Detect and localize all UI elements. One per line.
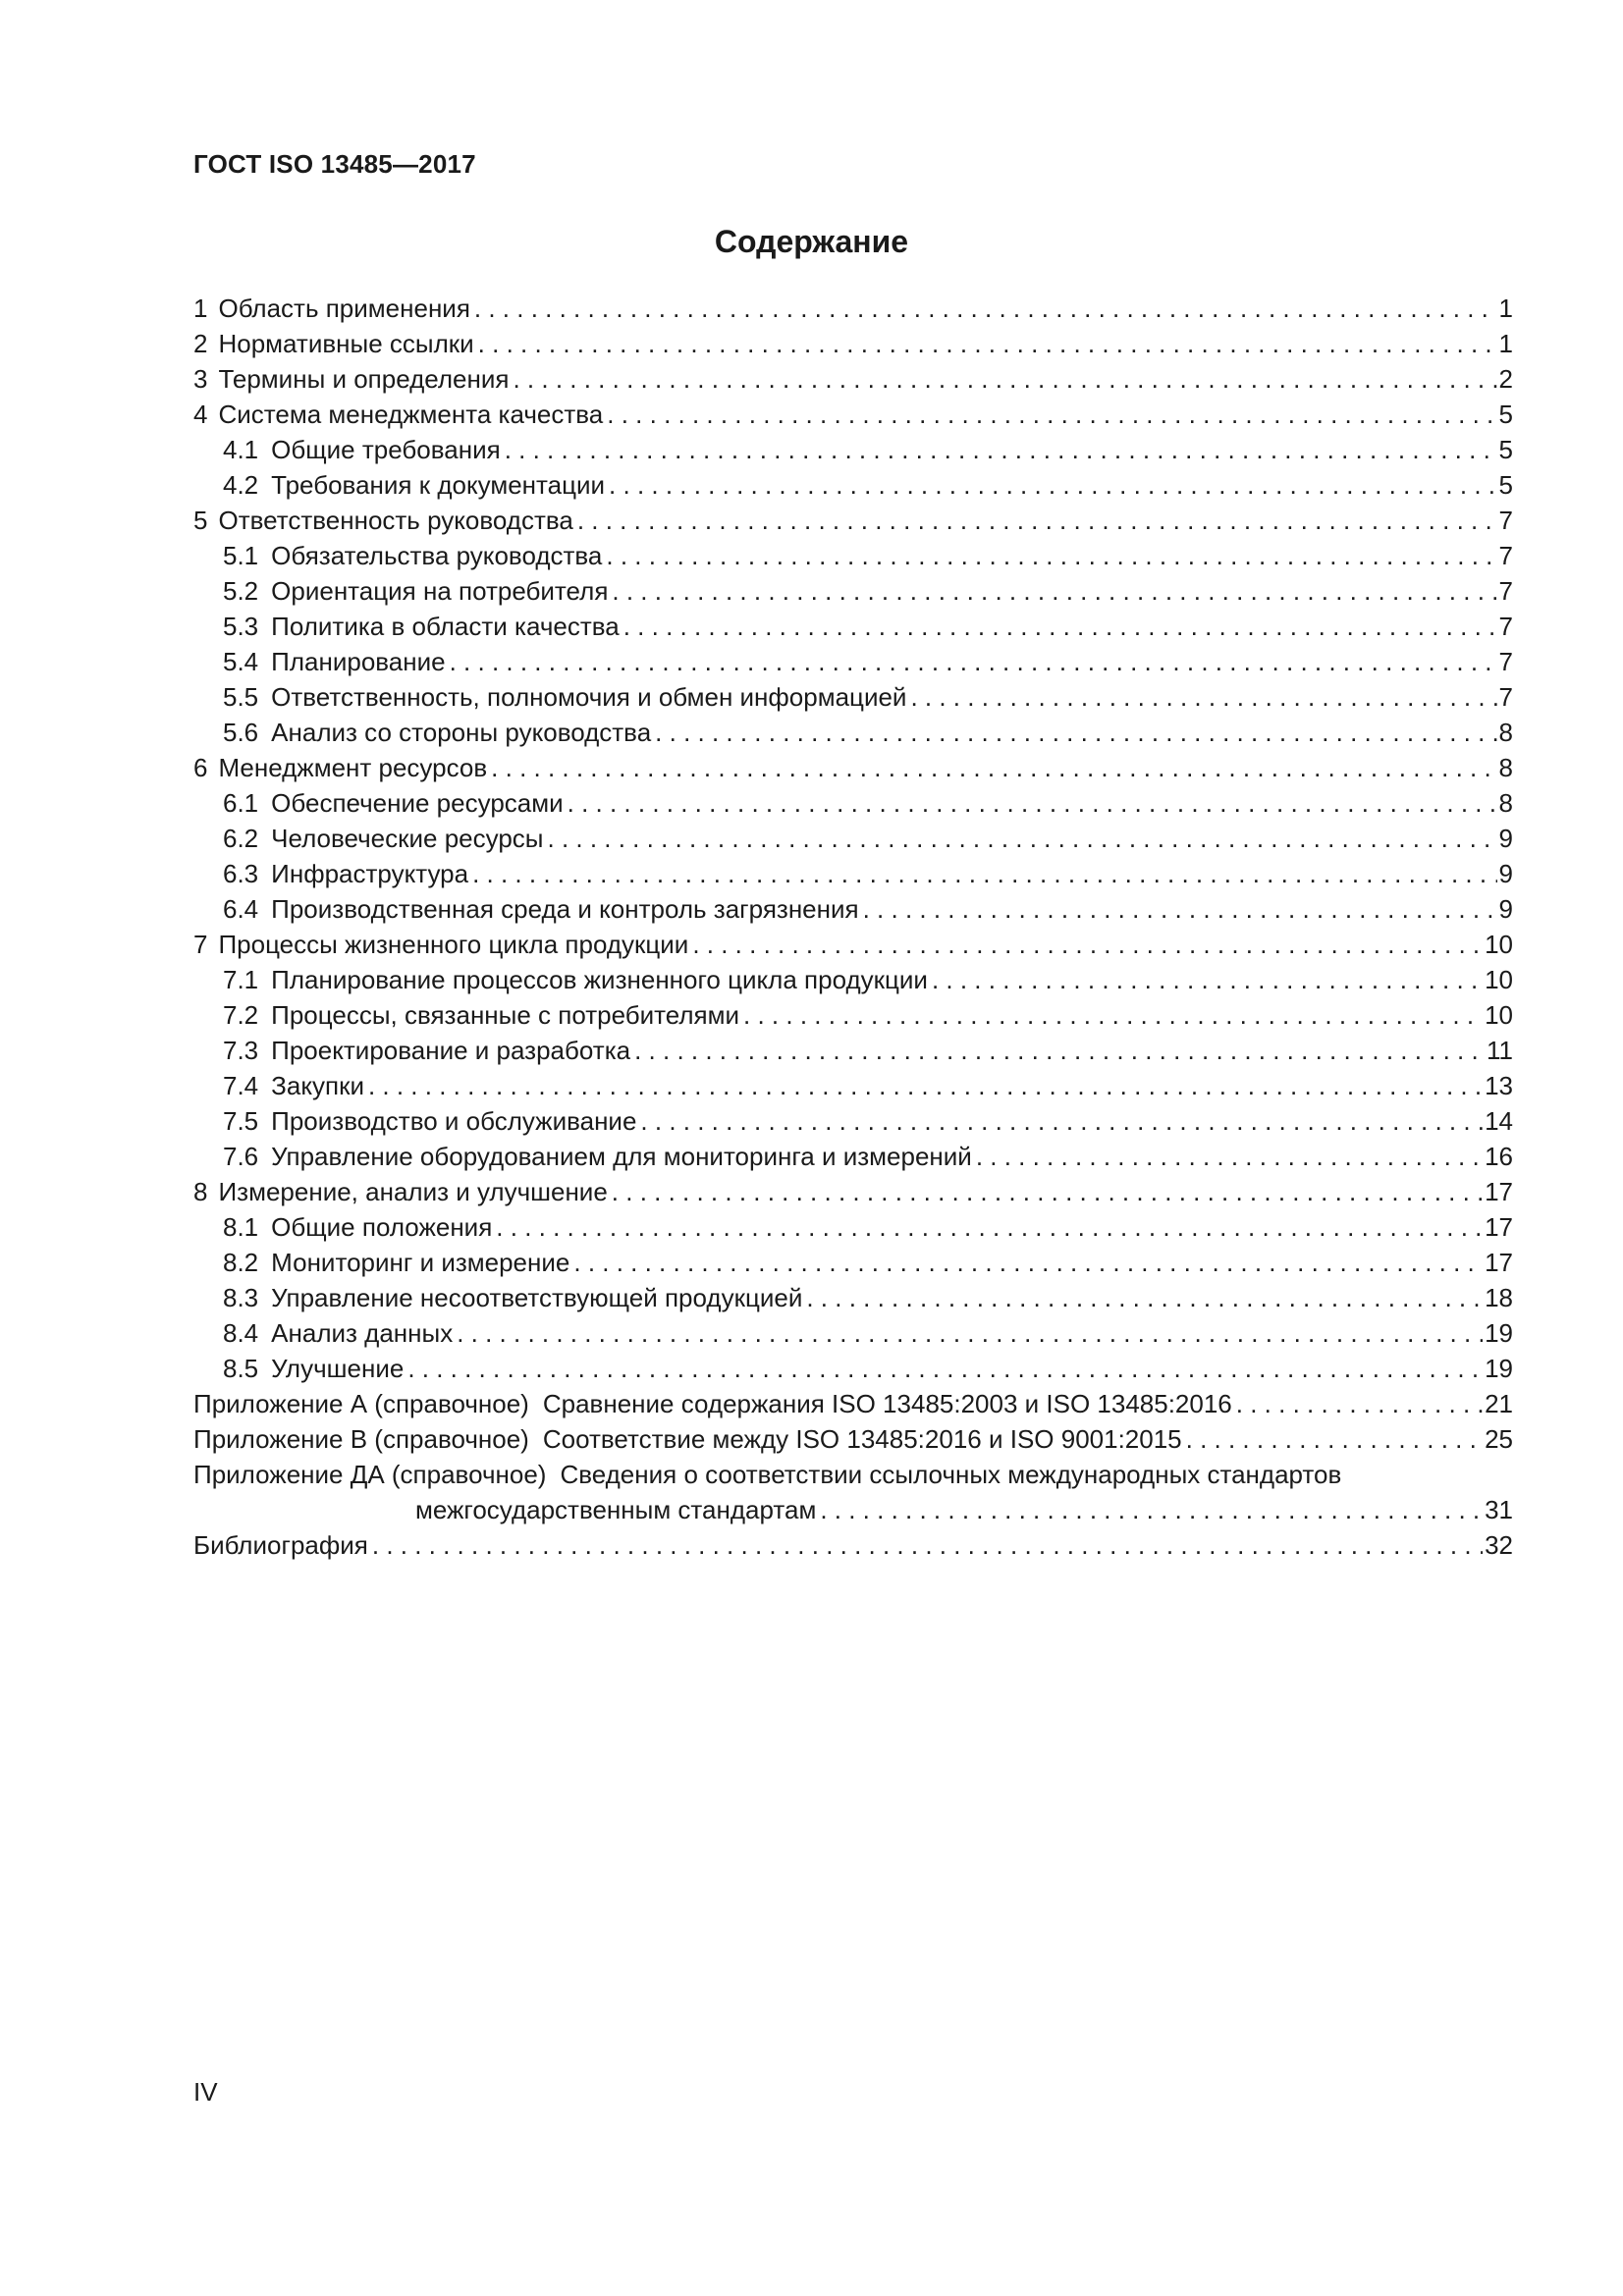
toc-entry-page: 11 xyxy=(1487,1036,1513,1065)
dot-leader xyxy=(640,1103,1483,1139)
annex-da-title-line1: Сведения о соответствии ссылочных международных стандартов xyxy=(560,1460,1342,1489)
dot-leader xyxy=(1186,1421,1483,1457)
toc-title: Содержание xyxy=(714,224,909,259)
toc-entry[interactable] xyxy=(193,997,1513,1033)
toc-entry-number: 4.2 xyxy=(223,470,259,500)
toc-entry-bibliography[interactable] xyxy=(193,1527,1513,1563)
toc-entry-number: 5.2 xyxy=(223,576,259,606)
toc-entry-page: 7 xyxy=(1498,612,1513,641)
toc-entry[interactable] xyxy=(193,962,1513,997)
toc-entry-page: 1 xyxy=(1498,329,1513,358)
dot-leader xyxy=(496,1209,1483,1245)
toc-entry-title: Проектирование и разработка xyxy=(271,1036,631,1065)
toc-entry[interactable] xyxy=(193,856,1513,891)
toc-entry-title: Улучшение xyxy=(271,1354,405,1383)
toc-entry[interactable] xyxy=(193,1068,1513,1103)
toc-entry-title: Мониторинг и измерение xyxy=(271,1248,570,1277)
dot-leader xyxy=(612,1174,1483,1209)
toc-entry-page: 13 xyxy=(1485,1071,1513,1100)
toc-entry[interactable] xyxy=(193,1103,1513,1139)
toc-entry-page: 17 xyxy=(1485,1248,1513,1277)
toc-entry[interactable] xyxy=(193,715,1513,750)
dot-leader xyxy=(1236,1386,1483,1421)
toc-entry-page: 1 xyxy=(1498,294,1513,323)
annex-label: Приложение А (справочное) xyxy=(193,1389,529,1418)
page-number: IV xyxy=(193,2077,218,2107)
dot-leader xyxy=(655,715,1496,750)
toc-entry-number: 7.6 xyxy=(223,1142,259,1171)
dot-leader xyxy=(743,997,1483,1033)
annex-title: Сравнение содержания ISO 13485:2003 и ISO 13485:2016 xyxy=(542,1389,1232,1418)
toc-entry-page: 5 xyxy=(1498,435,1513,464)
dot-leader xyxy=(612,573,1496,609)
document-code: ГОСТ ISO 13485—2017 xyxy=(193,149,476,179)
toc-entry-page: 9 xyxy=(1498,894,1513,924)
toc-entry-page: 18 xyxy=(1485,1283,1513,1312)
toc-entry-title: Процессы жизненного цикла продукции xyxy=(218,930,689,959)
toc-entry-number: 7 xyxy=(193,930,208,959)
dot-leader xyxy=(577,503,1497,538)
toc-entry-number: 8.2 xyxy=(223,1248,259,1277)
toc-entry-page: 17 xyxy=(1485,1212,1513,1242)
toc-entry[interactable] xyxy=(193,467,1513,503)
toc-entry-title: Обеспечение ресурсами xyxy=(271,788,564,818)
toc-entry-title: Процессы, связанные с потребителями xyxy=(271,1000,740,1030)
dot-leader xyxy=(863,891,1497,927)
toc-entry-title: Закупки xyxy=(271,1071,364,1100)
toc-entry-number: 5.5 xyxy=(223,682,259,712)
toc-entry[interactable] xyxy=(193,679,1513,715)
toc-entry[interactable] xyxy=(193,1139,1513,1174)
toc-entry-number: 7.3 xyxy=(223,1036,259,1065)
toc-entry-page: 8 xyxy=(1498,753,1513,782)
toc-entry-title: Политика в области качества xyxy=(271,612,620,641)
toc-entry-title: Управление оборудованием для мониторинга и измерений xyxy=(271,1142,972,1171)
toc-entry[interactable] xyxy=(193,1245,1513,1280)
toc-entry-number: 8.1 xyxy=(223,1212,259,1242)
dot-leader xyxy=(568,785,1497,821)
toc-entry-number: 6.3 xyxy=(223,859,259,888)
toc-entry[interactable] xyxy=(193,1033,1513,1068)
dot-leader xyxy=(472,856,1496,891)
toc-entry-page: 17 xyxy=(1485,1177,1513,1206)
toc-entry-number: 5 xyxy=(193,506,208,535)
annex-entries xyxy=(193,1386,1513,1457)
toc-entry-page: 19 xyxy=(1485,1354,1513,1383)
toc-entry-page: 7 xyxy=(1498,576,1513,606)
dot-leader xyxy=(692,927,1483,962)
annex-page: 21 xyxy=(1485,1389,1513,1418)
toc-entry[interactable] xyxy=(193,397,1513,432)
toc-entry[interactable] xyxy=(193,927,1513,962)
dot-leader xyxy=(491,750,1496,785)
toc-entry-number: 4 xyxy=(193,400,208,429)
toc-entry-title: Управление несоответствующей продукцией xyxy=(271,1283,803,1312)
bibliography-page: 32 xyxy=(1485,1530,1513,1560)
toc-entry-page: 7 xyxy=(1498,682,1513,712)
dot-leader xyxy=(976,1139,1483,1174)
toc-entry-page: 5 xyxy=(1498,400,1513,429)
dot-leader xyxy=(607,397,1496,432)
toc-entry-title: Ответственность, полномочия и обмен информацией xyxy=(271,682,907,712)
toc-entry-title: Анализ со стороны руководства xyxy=(271,718,652,747)
dot-leader xyxy=(368,1068,1483,1103)
toc-entry-page: 7 xyxy=(1498,506,1513,535)
annex-da-label: Приложение ДА (справочное) xyxy=(193,1460,547,1489)
toc-entry[interactable] xyxy=(193,821,1513,856)
toc-entry-page: 19 xyxy=(1485,1318,1513,1348)
dot-leader xyxy=(820,1492,1483,1527)
toc-entry-number: 8.5 xyxy=(223,1354,259,1383)
dot-leader xyxy=(806,1280,1483,1315)
toc-entry-number: 6.2 xyxy=(223,824,259,853)
toc-entry[interactable] xyxy=(193,1280,1513,1315)
toc-entry-title: Инфраструктура xyxy=(271,859,469,888)
toc-entry-annex[interactable] xyxy=(193,1386,1513,1421)
toc-entry-annex-da[interactable] xyxy=(193,1457,1513,1527)
toc-entry[interactable] xyxy=(193,573,1513,609)
toc-entry-title: Нормативные ссылки xyxy=(218,329,474,358)
toc-entry-page: 10 xyxy=(1485,930,1513,959)
toc-entry-page: 8 xyxy=(1498,718,1513,747)
toc-entries xyxy=(193,291,1513,1386)
toc-entry-number: 7.4 xyxy=(223,1071,259,1100)
toc-entry-title: Ответственность руководства xyxy=(218,506,573,535)
toc-entry-number: 8.4 xyxy=(223,1318,259,1348)
toc-entry[interactable] xyxy=(193,432,1513,467)
toc-entry[interactable] xyxy=(193,609,1513,644)
toc-entry-title: Термины и определения xyxy=(218,364,510,394)
toc-entry[interactable] xyxy=(193,538,1513,573)
dot-leader xyxy=(450,644,1497,679)
dot-leader xyxy=(573,1245,1483,1280)
toc-entry[interactable] xyxy=(193,1209,1513,1245)
toc-entry-number: 8 xyxy=(193,1177,208,1206)
toc-entry-title: Анализ данных xyxy=(271,1318,454,1348)
toc-entry[interactable] xyxy=(193,503,1513,538)
toc-entry-number: 3 xyxy=(193,364,208,394)
dot-leader xyxy=(548,821,1497,856)
toc-entry-title: Требования к документации xyxy=(271,470,606,500)
annex-page: 25 xyxy=(1485,1424,1513,1454)
dot-leader xyxy=(606,538,1496,573)
toc-entry-number: 7.1 xyxy=(223,965,259,994)
dot-leader xyxy=(634,1033,1485,1068)
toc-entry-title: Планирование xyxy=(271,647,446,676)
toc-entry-number: 2 xyxy=(193,329,208,358)
dot-leader xyxy=(910,679,1496,715)
toc-entry-number: 6 xyxy=(193,753,208,782)
toc-entry-page: 14 xyxy=(1485,1106,1513,1136)
toc-entry-title: Производственная среда и контроль загрязнения xyxy=(271,894,859,924)
dot-leader xyxy=(407,1351,1483,1386)
annex-label: Приложение В (справочное) xyxy=(193,1424,529,1454)
toc-entry-number: 5.4 xyxy=(223,647,259,676)
toc-entry-title: Человеческие ресурсы xyxy=(271,824,544,853)
toc-entry-page: 5 xyxy=(1498,470,1513,500)
toc-entry-number: 5.6 xyxy=(223,718,259,747)
toc-entry-page: 10 xyxy=(1485,1000,1513,1030)
toc-entry-number: 6.4 xyxy=(223,894,259,924)
toc-entry[interactable] xyxy=(193,326,1513,361)
toc-entry-page: 9 xyxy=(1498,824,1513,853)
dot-leader xyxy=(474,291,1497,326)
toc-entry-page: 2 xyxy=(1498,364,1513,394)
dot-leader xyxy=(932,962,1483,997)
toc-entry-number: 7.5 xyxy=(223,1106,259,1136)
toc-entry[interactable] xyxy=(193,361,1513,397)
toc-entry-number: 7.2 xyxy=(223,1000,259,1030)
toc-entry-number: 1 xyxy=(193,294,208,323)
toc-entry-number: 5.1 xyxy=(223,541,259,570)
toc-entry[interactable] xyxy=(193,785,1513,821)
toc-entry-number: 8.3 xyxy=(223,1283,259,1312)
toc-entry-page: 8 xyxy=(1498,788,1513,818)
toc-entry-page: 16 xyxy=(1485,1142,1513,1171)
toc-entry-page: 7 xyxy=(1498,541,1513,570)
dot-leader xyxy=(457,1315,1483,1351)
dot-leader xyxy=(478,326,1497,361)
toc-entry[interactable] xyxy=(193,891,1513,927)
toc-entry-title: Общие требования xyxy=(271,435,501,464)
dot-leader xyxy=(372,1527,1483,1563)
toc-entry-title: Менеджмент ресурсов xyxy=(218,753,488,782)
toc-entry[interactable] xyxy=(193,1315,1513,1351)
toc-entry-title: Общие положения xyxy=(271,1212,493,1242)
toc-entry-page: 7 xyxy=(1498,647,1513,676)
toc-entry-title: Область применения xyxy=(218,294,470,323)
table-of-contents xyxy=(193,291,1513,1563)
annex-title: Соответствие между ISO 13485:2016 и ISO 9001:2015 xyxy=(542,1424,1182,1454)
annex-da-page: 31 xyxy=(1485,1495,1513,1524)
toc-entry-title: Система менеджмента качества xyxy=(218,400,604,429)
toc-entry-number: 5.3 xyxy=(223,612,259,641)
dot-leader xyxy=(623,609,1497,644)
dot-leader xyxy=(609,467,1496,503)
toc-entry[interactable] xyxy=(193,750,1513,785)
toc-entry[interactable] xyxy=(193,291,1513,326)
annex-da-title-line2: межгосударственным стандартам xyxy=(415,1495,817,1524)
toc-entry[interactable] xyxy=(193,1174,1513,1209)
toc-entry-title: Ориентация на потребителя xyxy=(271,576,609,606)
toc-entry-number: 6.1 xyxy=(223,788,259,818)
toc-entry-title: Обязательства руководства xyxy=(271,541,603,570)
bibliography-title: Библиография xyxy=(193,1530,368,1560)
toc-entry-annex[interactable] xyxy=(193,1421,1513,1457)
toc-entry-page: 9 xyxy=(1498,859,1513,888)
dot-leader xyxy=(505,432,1497,467)
dot-leader xyxy=(513,361,1496,397)
toc-entry-title: Измерение, анализ и улучшение xyxy=(218,1177,608,1206)
toc-entry[interactable] xyxy=(193,644,1513,679)
toc-entry[interactable] xyxy=(193,1351,1513,1386)
toc-entry-page: 10 xyxy=(1485,965,1513,994)
toc-entry-title: Производство и обслуживание xyxy=(271,1106,637,1136)
toc-entry-title: Планирование процессов жизненного цикла продукции xyxy=(271,965,928,994)
toc-entry-number: 4.1 xyxy=(223,435,259,464)
